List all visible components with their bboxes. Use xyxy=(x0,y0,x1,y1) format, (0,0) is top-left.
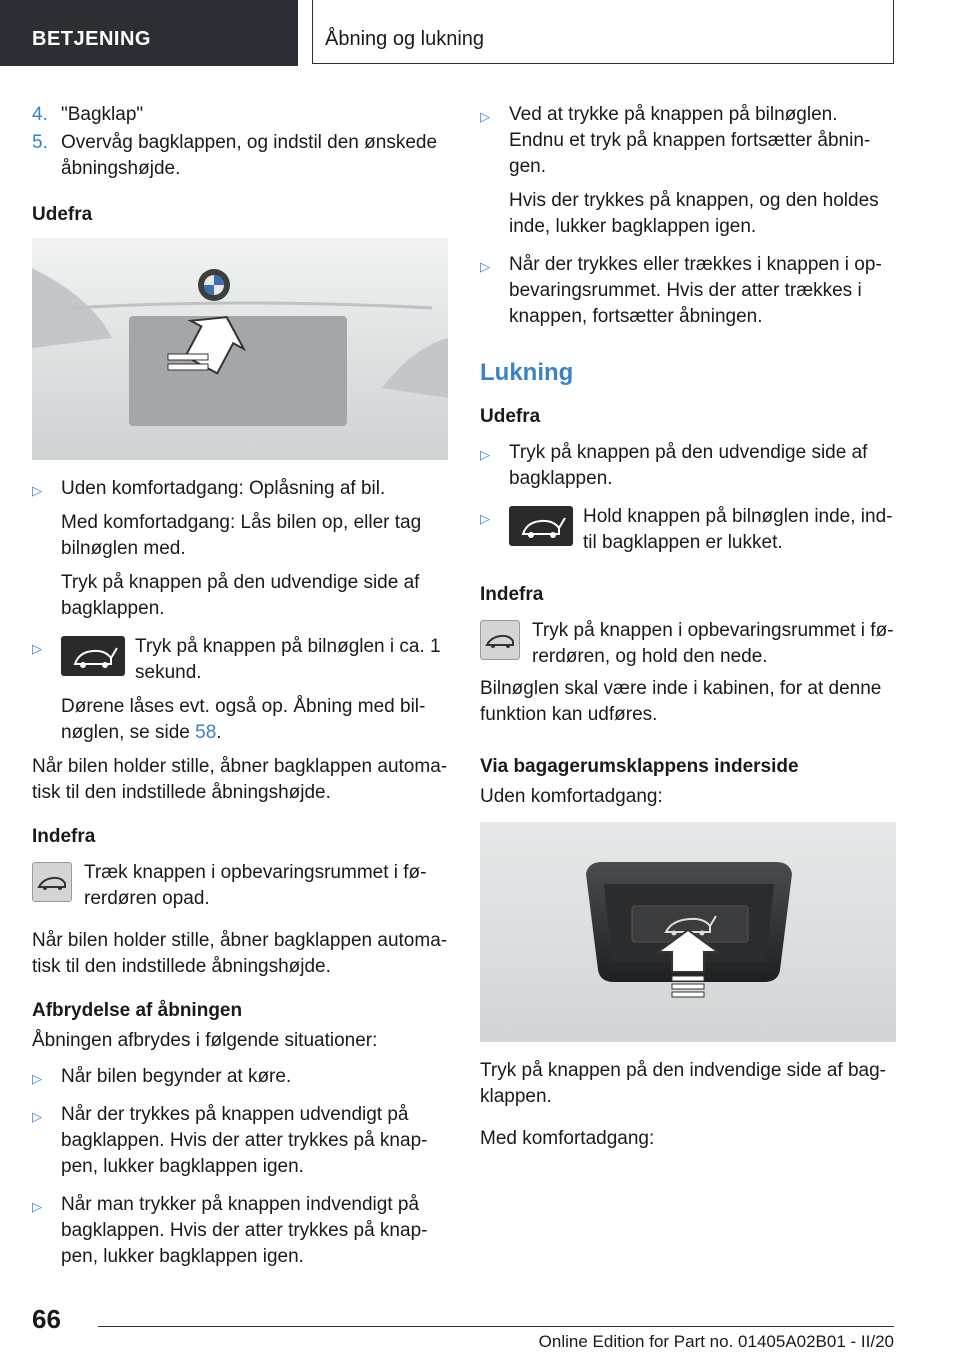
paragraph: Når bilen holder stille, åbner bagklappen automatisk til den indstillede åbningshøjde. xyxy=(32,756,448,803)
bullet-item xyxy=(32,634,448,750)
bullet-item xyxy=(480,504,896,564)
page-link[interactable]: 58 xyxy=(195,722,217,743)
bullet-text: Dørene låses evt. også op. Åbning med bilnøglen, se side 58. xyxy=(61,696,426,743)
page-footer xyxy=(0,1296,960,1362)
car-key-tailgate-icon xyxy=(61,636,125,676)
bullet-item xyxy=(480,252,896,338)
paragraph: Når bilen holder stille, åbner bagklappen automatisk til den indstillede åbningshøjde. xyxy=(32,930,448,977)
heading-lukning: Lukning xyxy=(480,359,574,386)
tailgate-button-icon xyxy=(32,862,72,902)
footer-divider xyxy=(98,1326,894,1327)
bullet-text: Tryk på knappen på bilnøglen i ca. 1 sekund. xyxy=(135,636,441,683)
paragraph: Bilnøglen skal være inde i kabinen, for at denne funktion kan udføres. xyxy=(480,678,882,725)
bullet-text: Når der trykkes eller trækkes i knappen i opbevaringsrummet. Hvis der atter trækkes i knappen, fortsætter åbningen. xyxy=(509,254,882,327)
bullet-item xyxy=(32,1064,448,1098)
paragraph: Tryk på knappen på den indvendige side af bagklappen. xyxy=(480,1060,886,1107)
bullet-item xyxy=(32,1102,448,1188)
step-number: 5. xyxy=(32,132,48,153)
bullet-triangle-icon: ▷ xyxy=(32,1109,42,1124)
paragraph: Med komfortadgang: xyxy=(480,1128,655,1149)
heading-indefra: Indefra xyxy=(480,584,544,605)
bullet-triangle-icon: ▷ xyxy=(480,511,490,526)
heading-afbrydelse: Afbrydelse af åbningen xyxy=(32,1000,243,1021)
left-column xyxy=(32,102,448,1282)
tailgate-exterior-image xyxy=(32,238,448,460)
section-label: BETJENING xyxy=(32,28,151,50)
bullet-text: Hvis der trykkes på knappen, og den holdes inde, lukker bagklappen igen. xyxy=(509,190,879,237)
bullet-item xyxy=(480,102,896,248)
bullet-triangle-icon: ▷ xyxy=(480,109,490,124)
bullet-item xyxy=(32,1192,448,1278)
bullet-text: Hold knappen på bilnøglen inde, indtil bagklappen er lukket. xyxy=(583,506,893,553)
bullet-triangle-icon: ▷ xyxy=(480,259,490,274)
bullet-text: Når man trykker på knappen indvendigt på bagklappen. Hvis der atter trykkes på knappen, lukker bagklappen igen. xyxy=(61,1194,428,1267)
step-item xyxy=(32,102,448,128)
page-number: 66 xyxy=(32,1304,61,1334)
edition-text: Online Edition for Part no. 01405A02B01 - II/20 xyxy=(538,1332,894,1351)
bullet-text: Tryk på knappen på den udvendige side af bagklappen. xyxy=(61,572,420,619)
bullet-text: Når bilen begynder at køre. xyxy=(61,1066,292,1087)
heading-udefra: Udefra xyxy=(480,406,541,427)
bullet-triangle-icon: ▷ xyxy=(32,1199,42,1214)
paragraph: Tryk på knappen i opbevaringsrummet i førerdøren, og hold den nede. xyxy=(532,620,894,667)
bullet-item xyxy=(480,440,896,500)
bullet-triangle-icon: ▷ xyxy=(32,1071,42,1086)
heading-udefra: Udefra xyxy=(32,204,93,225)
bullet-text: Med komfortadgang: Lås bilen op, eller tag bilnøglen med. xyxy=(61,512,422,559)
bullet-text: Ved at trykke på knappen på bilnøglen. Endnu et tryk på knappen fortsætter åbningen. xyxy=(509,104,871,177)
paragraph: Uden komfortadgang: xyxy=(480,786,663,807)
step-text: "Bagklap" xyxy=(61,104,144,125)
step-number: 4. xyxy=(32,104,48,125)
tailgate-button-icon xyxy=(480,620,520,660)
step-item xyxy=(32,130,448,182)
chapter-tab xyxy=(312,0,894,64)
paragraph: Træk knappen i opbevaringsrummet i førerdøren opad. xyxy=(84,862,427,909)
heading-indefra: Indefra xyxy=(32,826,96,847)
tailgate-interior-button-image xyxy=(480,822,896,1042)
bullet-text: Tryk på knappen på den udvendige side af bagklappen. xyxy=(509,442,868,489)
heading-via-inderside: Via bagagerumsklappens inderside xyxy=(480,756,799,777)
paragraph: Åbningen afbrydes i følgende situationer: xyxy=(32,1030,378,1051)
right-column xyxy=(480,102,896,1162)
car-key-tailgate-icon xyxy=(509,506,573,546)
step-text: Overvåg bagklappen, og indstil den ønskede åbningshøjde. xyxy=(61,132,438,179)
bullet-triangle-icon: ▷ xyxy=(32,641,42,656)
chapter-title: Åbning og lukning xyxy=(325,28,485,50)
bullet-triangle-icon: ▷ xyxy=(32,483,42,498)
bullet-triangle-icon: ▷ xyxy=(480,447,490,462)
bullet-item xyxy=(32,476,448,630)
section-tab xyxy=(0,0,298,66)
bullet-text: Når der trykkes på knappen udvendigt på bagklappen. Hvis der atter trykkes på knappen, lukker bagklappen igen. xyxy=(61,1104,428,1177)
bullet-text: Uden komfortadgang: Oplåsning af bil. xyxy=(61,478,386,499)
page-header xyxy=(0,0,960,66)
